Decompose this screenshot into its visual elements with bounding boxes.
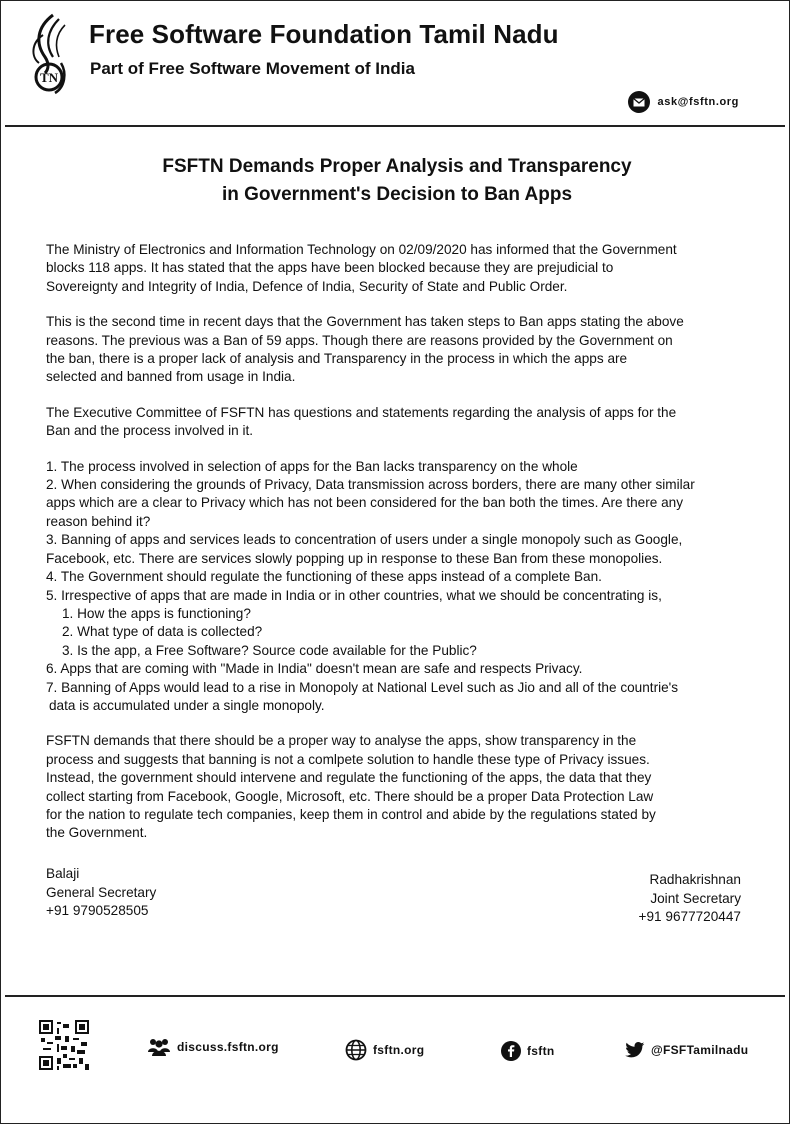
sub-list-item: 1. How the apps is functioning? — [62, 605, 251, 621]
signatory-role: Joint Secretary — [650, 890, 741, 906]
list-item: reason behind it? — [46, 513, 151, 529]
text-line: the ban, there is a proper lack of analysis and Transparency in the process in which the apps are — [46, 351, 628, 367]
list-item: 5. Irrespective of apps that are made in India or in other countries, what we should be concentrating is, — [46, 587, 662, 603]
text-line: Instead, the government should intervene and regulate the functioning of the apps, the data that they — [46, 770, 652, 786]
points-list — [46, 458, 754, 716]
text-line: The Ministry of Electronics and Information Technology on 02/09/2020 has informed that the Government — [46, 242, 677, 257]
list-item: apps which are a clear to Privacy which has not been considered for the ban both the times. Are there any — [46, 495, 684, 511]
document-body — [46, 241, 754, 860]
envelope-icon — [628, 91, 650, 113]
paragraph-demands — [46, 732, 754, 842]
text-line: blocks 118 apps. It has stated that the apps have been blocked because they are prejudicial to — [46, 260, 614, 276]
footer-facebook-label[interactable]: fsftn — [527, 1044, 555, 1058]
footer-website-label[interactable]: fsftn.org — [373, 1043, 425, 1057]
email-address[interactable]: ask@fsftn.org — [657, 96, 739, 108]
document-title — [41, 153, 753, 209]
paragraph-context — [46, 313, 754, 387]
footer-website-link[interactable] — [345, 1039, 424, 1061]
facebook-icon — [501, 1041, 521, 1061]
list-item: 2. When considering the grounds of Privacy, Data transmission across borders, there are many other similar — [46, 477, 695, 493]
sub-list-item: 2. What type of data is collected? — [62, 624, 263, 640]
text-line: Ban and the process involved in it. — [46, 423, 254, 439]
list-item: 3. Banning of apps and services leads to concentration of users under a single monopoly such as Google, — [46, 532, 683, 548]
list-item: 4. The Government should regulate the functioning of these apps instead of a complete Ban. — [46, 569, 602, 585]
signatory-phone: +91 9677720447 — [638, 909, 741, 924]
text-line: Sovereignty and Integrity of India, Defence of India, Security of State and Public Order. — [46, 278, 568, 294]
logo-text: TN — [39, 70, 59, 85]
footer-forum-label[interactable]: discuss.fsftn.org — [177, 1040, 279, 1054]
sub-list-item: 3. Is the app, a Free Software? Source code available for the Public? — [62, 642, 477, 658]
list-item: data is accumulated under a single monopoly. — [49, 697, 325, 713]
signatory-name: Radhakrishnan — [649, 872, 741, 887]
footer-twitter-link[interactable] — [625, 1042, 748, 1058]
signatory-phone: +91 9790528505 — [46, 903, 149, 918]
text-line: for the nation to regulate tech companies, keep them in control and abide by the regulations stated by — [46, 806, 656, 822]
footer-facebook-link[interactable] — [501, 1041, 555, 1061]
document-title-line: FSFTN Demands Proper Analysis and Transparency — [162, 156, 632, 177]
text-line: selected and banned from usage in India. — [46, 369, 296, 385]
text-line: FSFTN demands that there should be a proper way to analyse the apps, show transparency in the — [46, 733, 637, 749]
text-line: the Government. — [46, 825, 148, 841]
footer-forum-link[interactable] — [147, 1037, 279, 1057]
header-divider — [5, 125, 785, 127]
text-line: The Executive Committee of FSFTN has questions and statements regarding the analysis of apps for the — [46, 404, 677, 420]
signature-right — [639, 871, 741, 927]
footer-divider — [5, 995, 785, 997]
document-title-line: in Government's Decision to Ban Apps — [221, 184, 573, 205]
globe-icon — [345, 1039, 367, 1061]
paragraph-announcement — [46, 241, 754, 296]
signature-left — [46, 865, 156, 921]
text-line: This is the second time in recent days that the Government has taken steps to Ban apps stating the above — [46, 314, 684, 330]
org-title: Free Software Foundation Tamil Nadu — [89, 19, 559, 49]
text-line: collect starting from Facebook, Google, Microsoft, etc. There should be a proper Data Protection Law — [46, 788, 654, 804]
list-item: 1. The process involved in selection of apps for the Ban lacks transparency on the whole — [46, 458, 578, 474]
signatory-name: Balaji — [46, 866, 80, 881]
footer-twitter-label[interactable]: @FSFTamilnadu — [651, 1043, 749, 1057]
list-item: Facebook, etc. There are services slowly popping up in response to these Ban from these monopolies. — [46, 550, 663, 566]
signatory-role: General Secretary — [46, 884, 157, 900]
text-line: reasons. The previous was a Ban of 59 apps. Though there are reasons provided by the Government on — [46, 332, 673, 348]
fsftn-logo-icon — [27, 13, 75, 95]
org-subtitle: Part of Free Software Movement of India — [90, 59, 415, 78]
qr-code-icon[interactable] — [39, 1020, 89, 1070]
twitter-icon — [625, 1042, 645, 1058]
email-contact[interactable] — [628, 91, 739, 113]
text-line: process and suggests that banning is not a comlpete solution to handle these type of Privacy issues. — [46, 751, 650, 767]
users-group-icon — [147, 1037, 171, 1057]
paragraph-committee — [46, 404, 754, 441]
list-item: 6. Apps that are coming with "Made in India" doesn't mean are safe and respects Privacy. — [46, 661, 583, 677]
list-item: 7. Banning of Apps would lead to a rise in Monopoly at National Level such as Jio and all of the countrie's — [46, 679, 679, 695]
